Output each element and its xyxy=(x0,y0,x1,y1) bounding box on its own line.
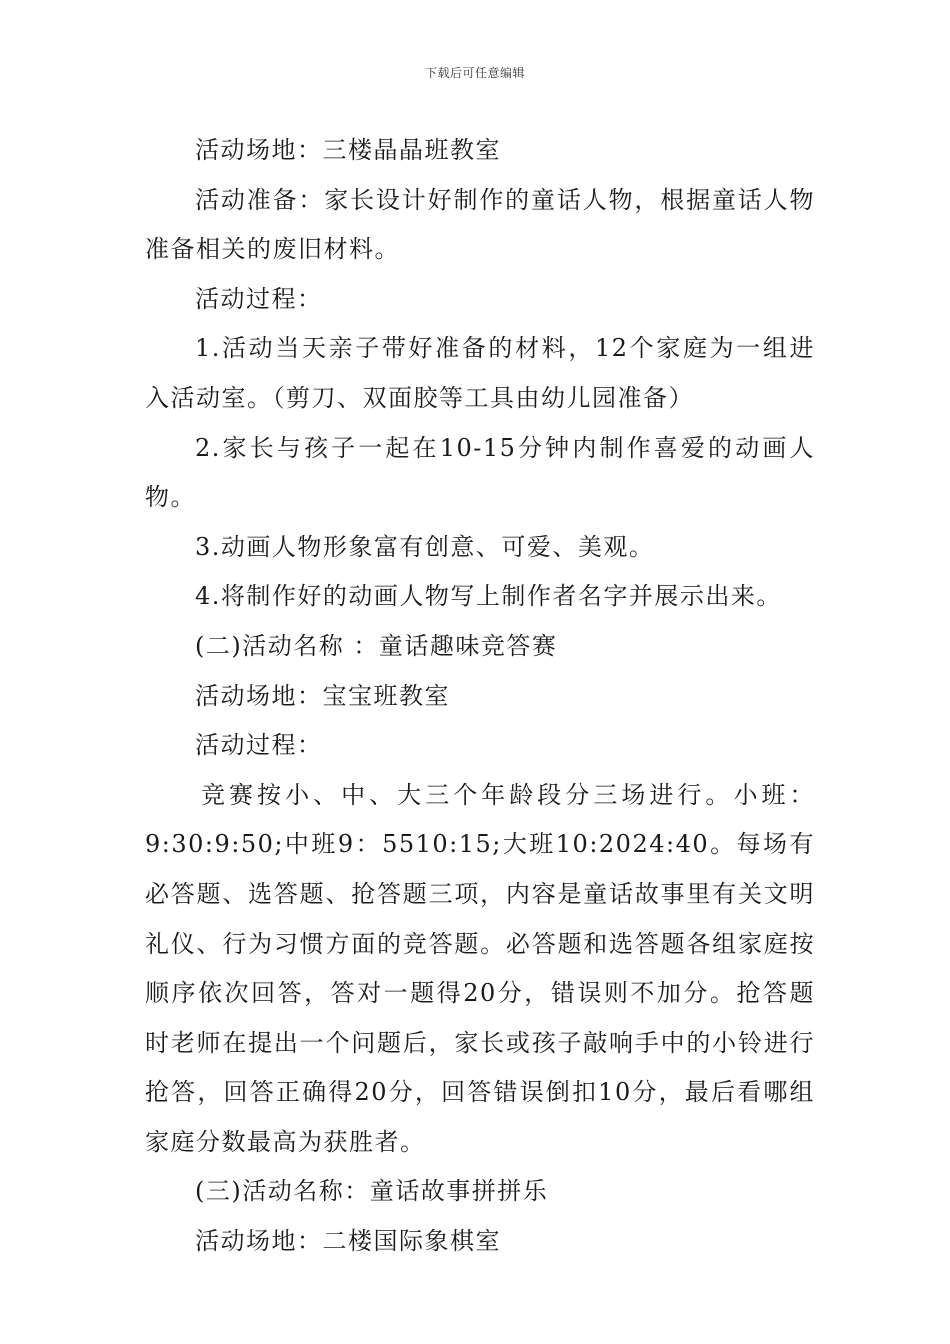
activity-3-title: (三)活动名称：童话故事拼拼乐 xyxy=(195,1177,549,1206)
document-body xyxy=(145,126,815,1267)
activity-2-process-heading: 活动过程： xyxy=(195,731,323,760)
activity-2-process-body: 竞赛按小、中、大三个年龄段分三场进行。小班：9:30:9:50;中班9：5510:15;大班10:2024:40。每场有必答题、选答题、抢答题三项，内容是童话故事里有关文明礼仪、行为习惯方面的竞答题。必答题和选答题各组家庭按顺序依次回答，答对一题得20分，错误则不加分。抢答题时老师在提出一个问题后，家长或孩子敲响手中的小铃进行抢答，回答正确得20分，回答错误倒扣10分，最后看哪组家庭分数最高为获胜者。 xyxy=(145,780,815,1156)
preparation-paragraph: 活动准备：家长设计好制作的童话人物，根据童话人物准备相关的废旧材料。 xyxy=(145,185,815,264)
venue-paragraph: 活动场地：三楼晶晶班教室 xyxy=(195,136,501,164)
activity-2-venue: 活动场地：宝宝班教室 xyxy=(195,681,450,710)
process-step-3: 3.动画人物形象富有创意、可爱、美观。 xyxy=(195,532,655,561)
process-step-2: 2.家长与孩子一起在10-15分钟内制作喜爱的动画人物。 xyxy=(145,433,815,512)
page-header: 下载后可任意编辑 xyxy=(424,66,525,80)
process-step-4: 4.将制作好的动画人物写上制作者名字并展示出来。 xyxy=(195,582,782,611)
activity-2-title: (二)活动名称 ：童话趣味竞答赛 xyxy=(195,631,558,660)
process-step-1: 1.活动当天亲子带好准备的材料，12个家庭为一组进入活动室。（剪刀、双面胶等工具由幼儿园准备） xyxy=(145,334,815,412)
activity-3-venue: 活动场地：二楼国际象棋室 xyxy=(195,1227,501,1256)
process-heading: 活动过程： xyxy=(195,284,323,313)
